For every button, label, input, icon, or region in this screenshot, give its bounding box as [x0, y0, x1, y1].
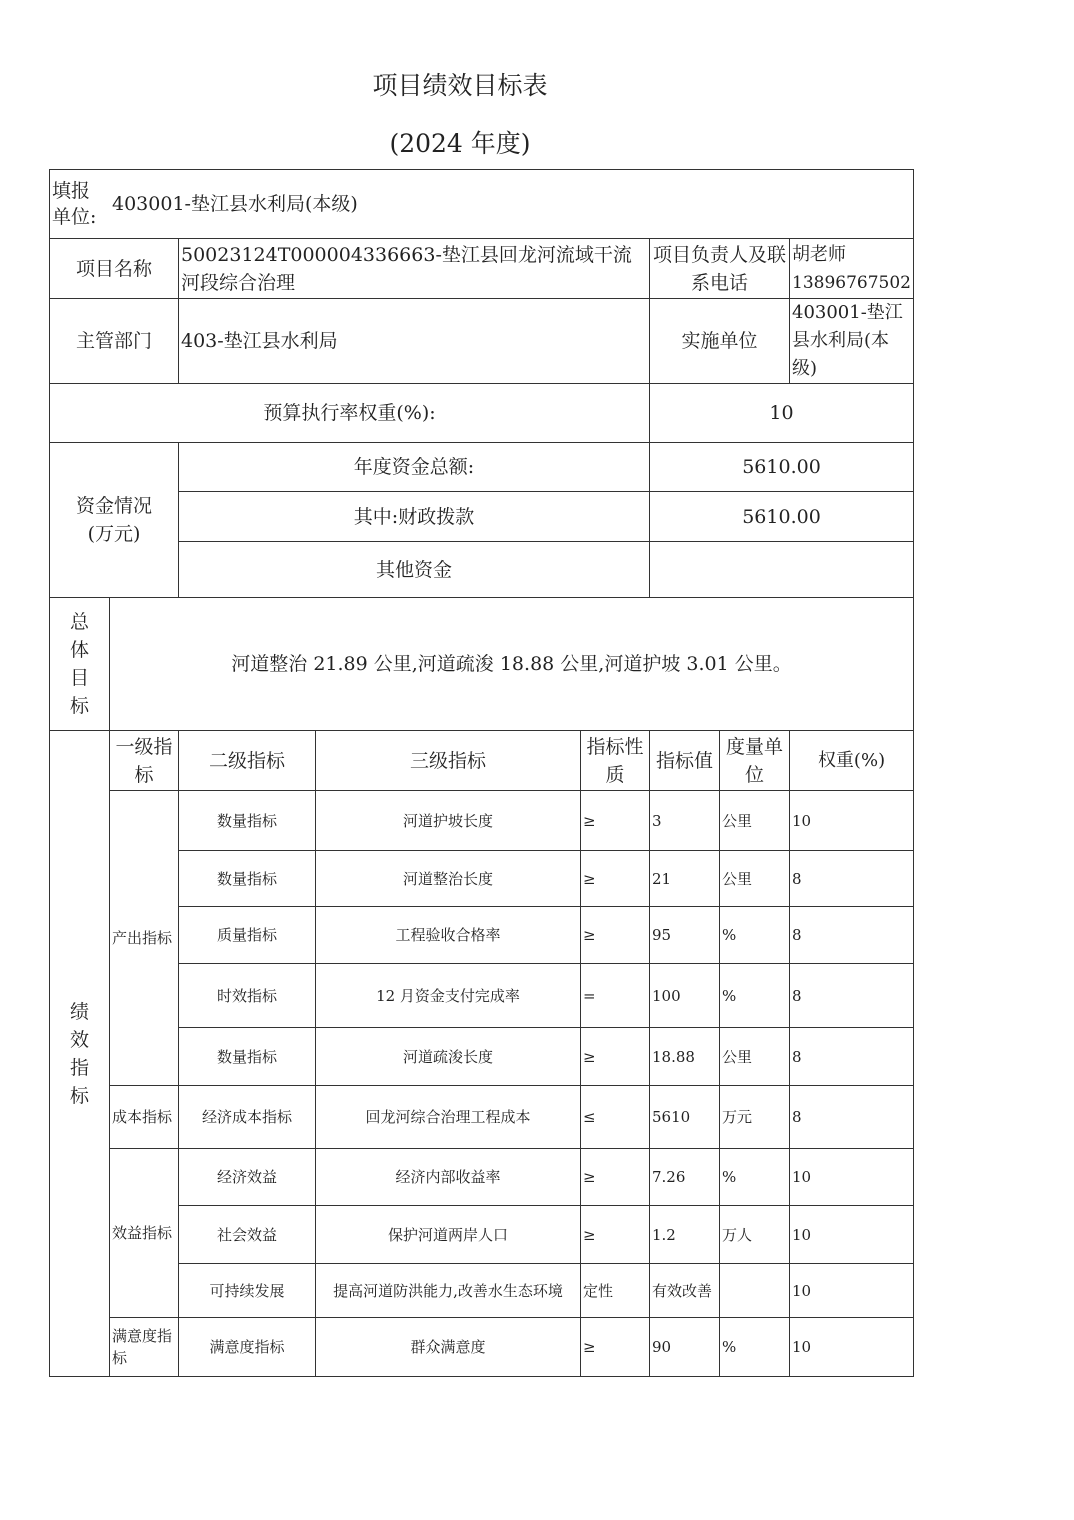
row-unit	[720, 1264, 790, 1318]
row-weight: 8	[790, 1086, 914, 1149]
row-level2: 质量指标	[179, 907, 316, 964]
row-nature: ≥	[581, 791, 650, 851]
page-title: 项目绩效目标表	[372, 71, 548, 100]
row-weight: 10	[790, 1149, 914, 1206]
group-output: 产出指标	[110, 791, 179, 1086]
row-value: 95	[650, 907, 720, 964]
row-value: 90	[650, 1318, 720, 1377]
row-weight: 10	[790, 1206, 914, 1264]
row-unit: %	[720, 964, 790, 1028]
row-level3: 工程验收合格率	[316, 907, 581, 964]
row-unit: %	[720, 1149, 790, 1206]
row-level2: 数量指标	[179, 1028, 316, 1086]
row-value: 7.26	[650, 1149, 720, 1206]
row-unit: %	[720, 907, 790, 964]
goal-label	[50, 598, 110, 731]
unit-label: 填报单位:	[52, 180, 97, 228]
goal-text: 河道整治 21.89 公里,河道疏浚 18.88 公里,河道护坡 3.01 公里。	[110, 598, 914, 731]
goal-label-text: 总体目标	[69, 611, 89, 717]
funds-total-value: 5610.00	[650, 443, 914, 492]
row-value: 1.2	[650, 1206, 720, 1264]
funds-other-label: 其他资金	[179, 542, 650, 598]
row-unit: 公里	[720, 791, 790, 851]
table-row	[50, 907, 914, 964]
row-unit: 公里	[720, 851, 790, 907]
row-nature: ≥	[581, 851, 650, 907]
impl-value: 403001-垫江县水利局(本级)	[790, 299, 914, 384]
project-name-label: 项目名称	[50, 239, 179, 299]
table-row	[50, 1318, 914, 1377]
unit-value: 403001-垫江县水利局(本级)	[112, 193, 358, 215]
row-nature: ≥	[581, 1206, 650, 1264]
leader-name: 胡老师	[792, 243, 846, 265]
funds-other-value	[650, 542, 914, 598]
row-level3: 群众满意度	[316, 1318, 581, 1377]
row-level3: 12 月资金支付完成率	[316, 964, 581, 1028]
header-level1: 一级指标	[110, 731, 179, 791]
project-leader-label: 项目负责人及联系电话	[650, 239, 790, 299]
budget-value: 10	[650, 384, 914, 443]
table-row	[50, 1028, 914, 1086]
row-nature: ≥	[581, 1149, 650, 1206]
performance-table	[49, 169, 914, 1377]
row-level2: 可持续发展	[179, 1264, 316, 1318]
row-nature: 定性	[581, 1264, 650, 1318]
row-level2: 经济效益	[179, 1149, 316, 1206]
row-level3: 河道护坡长度	[316, 791, 581, 851]
row-level2: 时效指标	[179, 964, 316, 1028]
row-unit: 万人	[720, 1206, 790, 1264]
row-level3: 经济内部收益率	[316, 1149, 581, 1206]
header-weight: 权重(%)	[790, 731, 914, 791]
page-subtitle: (2024 年度)	[389, 129, 531, 158]
row-level3: 河道疏浚长度	[316, 1028, 581, 1086]
funds-total-label: 年度资金总额:	[179, 443, 650, 492]
table-row	[50, 1086, 914, 1149]
row-value: 18.88	[650, 1028, 720, 1086]
row-level3: 河道整治长度	[316, 851, 581, 907]
funds-label	[50, 443, 179, 598]
dept-value: 403-垫江县水利局	[179, 299, 650, 384]
group-cost: 成本指标	[110, 1086, 179, 1149]
row-level2: 社会效益	[179, 1206, 316, 1264]
project-name-value: 50023124T000004336663-垫江县回龙河流域干流河段综合治理	[179, 239, 650, 299]
header-unit: 度量单位	[720, 731, 790, 791]
row-level2: 满意度指标	[179, 1318, 316, 1377]
row-value: 3	[650, 791, 720, 851]
row-nature: ≥	[581, 907, 650, 964]
row-level2: 数量指标	[179, 851, 316, 907]
funds-fiscal-value: 5610.00	[650, 492, 914, 542]
table-row	[50, 1149, 914, 1206]
row-value: 100	[650, 964, 720, 1028]
row-value: 21	[650, 851, 720, 907]
budget-label: 预算执行率权重(%):	[50, 384, 650, 443]
project-leader-contact	[790, 239, 914, 299]
table-row	[50, 1264, 914, 1318]
perf-label	[50, 731, 110, 1377]
perf-label-text: 绩效指标	[69, 1000, 89, 1107]
header-nature: 指标性质	[581, 731, 650, 791]
funds-label-text: 资金情况(万元)	[75, 495, 152, 545]
row-weight: 8	[790, 964, 914, 1028]
row-nature: ≤	[581, 1086, 650, 1149]
row-level3: 保护河道两岸人口	[316, 1206, 581, 1264]
row-weight: 10	[790, 1264, 914, 1318]
row-level2: 经济成本指标	[179, 1086, 316, 1149]
row-unit: 万元	[720, 1086, 790, 1149]
dept-label: 主管部门	[50, 299, 179, 384]
row-weight: 8	[790, 851, 914, 907]
row-value: 5610	[650, 1086, 720, 1149]
row-level3: 提高河道防洪能力,改善水生态环境	[316, 1264, 581, 1318]
row-weight: 10	[790, 1318, 914, 1377]
unit-row	[50, 170, 914, 239]
table-row	[50, 851, 914, 907]
row-weight: 8	[790, 1028, 914, 1086]
leader-phone: 13896767502	[792, 272, 911, 293]
header-value: 指标值	[650, 731, 720, 791]
row-level2: 数量指标	[179, 791, 316, 851]
group-satisfaction: 满意度指标	[110, 1318, 179, 1377]
row-unit: 公里	[720, 1028, 790, 1086]
table-row	[50, 791, 914, 851]
funds-fiscal-label: 其中:财政拨款	[179, 492, 650, 542]
row-level3: 回龙河综合治理工程成本	[316, 1086, 581, 1149]
row-weight: 8	[790, 907, 914, 964]
group-benefit: 效益指标	[110, 1149, 179, 1318]
row-nature: =	[581, 964, 650, 1028]
row-nature: ≥	[581, 1318, 650, 1377]
table-row	[50, 964, 914, 1028]
row-unit: %	[720, 1318, 790, 1377]
header-level3: 三级指标	[316, 731, 581, 791]
header-level2: 二级指标	[179, 731, 316, 791]
row-nature: ≥	[581, 1028, 650, 1086]
row-value: 有效改善	[650, 1264, 720, 1318]
row-weight: 10	[790, 791, 914, 851]
table-row	[50, 1206, 914, 1264]
impl-label: 实施单位	[650, 299, 790, 384]
